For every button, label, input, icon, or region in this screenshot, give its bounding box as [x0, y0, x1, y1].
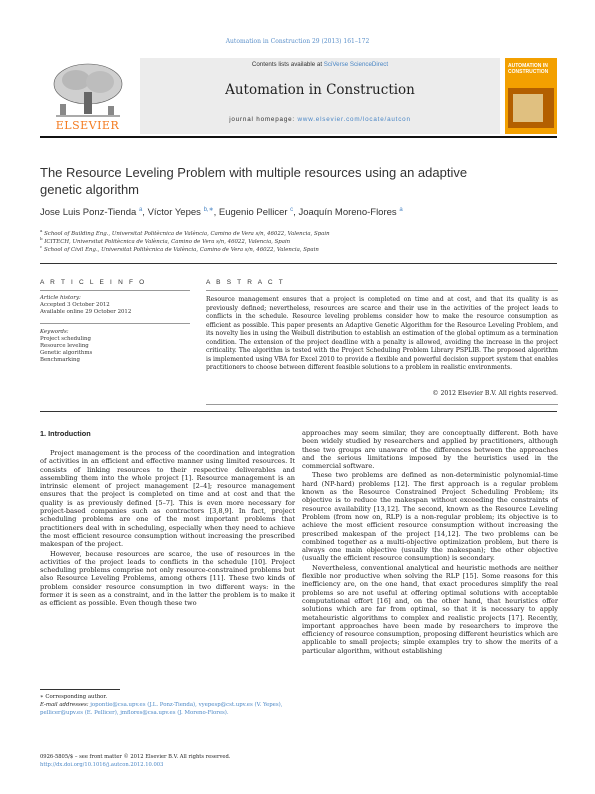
affiliation-text: School of Civil Eng., Universitat Politècnica de València, Camino de Vera s/n, 46022, Valencia, Spain	[43, 246, 319, 253]
author-affiliation-mark[interactable]: a	[399, 207, 403, 213]
accepted-date: Accepted 3 October 2012	[40, 302, 110, 308]
email-label: E-mail addresses:	[40, 701, 91, 708]
homepage-prefix: journal homepage:	[229, 116, 298, 123]
affiliation-text: School of Building Eng., Universitat Politècnica de València, Camino de Vera s/n, 46022, Valencia, Spain	[44, 230, 330, 237]
author-affiliation-mark[interactable]: a	[138, 207, 143, 213]
abstract-copyright: © 2012 Elsevier B.V. All rights reserved.	[432, 390, 558, 397]
body-column-right	[302, 429, 558, 656]
keyword: Resource leveling	[40, 343, 89, 349]
journal-cover[interactable]	[505, 58, 557, 134]
abstract-heading: A B S T R A C T	[206, 279, 285, 286]
tree-icon	[48, 62, 128, 120]
homepage-line	[140, 116, 500, 123]
contents-line	[140, 61, 500, 68]
running-header[interactable]: Automation in Construction 29 (2013) 161–172	[225, 38, 370, 45]
author: Jose Luis Ponz-Tienda	[40, 207, 137, 219]
author-affiliation-mark[interactable]: b,∗	[203, 207, 214, 213]
author: Víctor Yepes	[147, 207, 201, 219]
affiliation-mark: c	[40, 244, 43, 249]
section-divider	[40, 411, 557, 412]
paragraph: Project management is the process of the coordination and integration of activities in an efficient and effective manner using limited resources. It consists of linking resources to their respective deliverables and assembling them into the whole project [1]. Resource management is an intrinsic element of project management [2–4]; resource management ensures that the project is completed on time and at cost and that the quality is as previously defined [5–7]. This is even more necessary for project-based companies such as contractors [3,8,9]. In fact, project scheduling problems are one of the most important problems that practitioners deal with in scheduling, especially when they need to achieve the most efficient resource consumption without increasing the prescribed makespan of the project.	[40, 449, 295, 549]
history-label: Article history:	[40, 295, 81, 301]
sciencedirect-link[interactable]: SciVerse ScienceDirect	[323, 61, 389, 68]
elsevier-logo	[40, 58, 135, 134]
cover-image-inner	[513, 94, 543, 122]
contents-prefix: Contents lists available at	[251, 61, 324, 68]
paragraph: However, because resources are scarce, the use of resources in the activities of the project leads to conflicts in the schedule [10]. Project scheduling problems comprise not only resource-constrained problems but also Resource Leveling Problems, among others [11]. These two kinds of problem consider resource consumption in two different ways: in the former it is seen as a constraint, and in the latter the problem is to make it as efficient as possible. Even though these two	[40, 549, 295, 608]
paragraph: These two problems are defined as non-deterministic polynomial-time hard (NP-hard) problems [12]. The first approach is a regular problem known as the Resource Constrained Project Scheduling Problem; its objective is to reduce the makespan without exceeding the constraints of resource availability [13,12]. The second, known as the Resource Leveling Problem (from now on, RLP) is a non-regular problem; its objective is to achieve the most efficient resource consumption without increasing the prescribed makespan of the project [14,12]. The two problems can be combined together as a multi-objective optimization problem, but there is always one main objective (usually the makespan); the other objective (usually the efficient resource consumption) is secondary.	[302, 471, 558, 563]
article-info-heading: A R T I C L E I N F O	[40, 279, 147, 286]
section-heading: 1. Introduction	[40, 429, 91, 438]
affiliation	[40, 244, 560, 253]
article-title	[40, 164, 520, 198]
paragraph: Nevertheless, conventional analytical and heuristic methods are neither flexible nor productive when solving the RLP [15]. Some reasons for this inefficiency are, on the one hand, that exact procedures simplify the real problems so are not useful at offering optimal solutions with acceptable computational effort [16] and, on the other hand, that heuristics offer solutions which are far from optimal, so that it is necessary to apply metaheuristic algorithms to complex and realistic projects [17]. Recently, important approaches have been made by researchers to improve the efficiency of resource consumption, proposing different heuristics which are applicable to small projects; simple examples try to show the merits of a particular algorithm, without establishing	[302, 563, 558, 655]
journal-header	[40, 58, 557, 138]
issn-line: 0926-5805/$ – see front matter © 2012 Elsevier B.V. All rights reserved.	[40, 754, 231, 760]
author-separator: ,	[293, 207, 299, 219]
cover-title: AUTOMATION IN CONSTRUCTION	[508, 63, 549, 75]
footnote-rule	[40, 689, 120, 690]
doi-link[interactable]: http://dx.doi.org/10.1016/j.autcon.2012.10.003	[40, 761, 164, 768]
body-column-left	[40, 449, 295, 609]
author-list	[40, 206, 560, 218]
author-affiliation-mark[interactable]: c	[290, 207, 294, 213]
keyword: Project scheduling	[40, 336, 91, 342]
footnotes	[40, 694, 295, 717]
article-history	[40, 295, 190, 316]
keywords-block	[40, 329, 190, 364]
abstract-text: Resource management ensures that a project is completed on time and at cost, and that its quality is as previously defined; nevertheless, resources are scarce and their use in the activities of the project leads to conflicts in the schedule. Resource leveling problems consider how to make the resource consumption as efficient as possible. This paper presents an Adaptive Genetic Algorithm for the Resource Leveling Problem, and its novelty lies in using the Weibull distribution to establish an estimation of the global optimum as a termination condition. The extension of the project deadline with a penalty is allowed, avoiding the increase in the project criticality. The algorithm is tested with the Project Scheduling Problem Library PSPLIB. The proposed algorithm is implemented using VBA for Excel 2010 to provide a flexible and powerful decision support system that enables practitioners to choose between different feasible solutions to a problem in realistic environments.	[206, 296, 558, 371]
info-rule	[40, 323, 190, 324]
author-separator: ,	[142, 207, 148, 219]
info-rule	[40, 290, 190, 291]
title-line-1: The Resource Leveling Problem with multiple resources using an adaptive	[40, 165, 468, 180]
abstract-bottom-rule	[206, 404, 558, 405]
section-divider	[40, 263, 557, 264]
keyword: Benchmarking	[40, 357, 80, 363]
abstract-rule	[206, 290, 558, 291]
email-list[interactable]: jopontie@csa.upv.es (J.L. Ponz-Tienda), vyepesp@cst.upv.es (V. Yepes), pellicer@upv.es (E. Pellicer), jmflores@csa.upv.es (J. Moreno-Flores).	[40, 701, 283, 716]
affiliation-text: ICITECH, Universitat Politècnica de València, Camino de Vera s/n, 46022, Valencia, Spain	[44, 238, 291, 245]
footer-meta	[40, 754, 295, 769]
title-line-2: genetic algorithm	[40, 182, 139, 197]
available-date: Available online 29 October 2012	[40, 309, 132, 315]
affiliation-mark: b	[40, 236, 43, 241]
author-separator: ,	[213, 207, 219, 219]
keyword: Genetic algorithms	[40, 350, 93, 356]
journal-banner	[140, 58, 500, 134]
author: Eugenio Pellicer	[218, 207, 288, 219]
homepage-link[interactable]: www.elsevier.com/locate/autcon	[297, 116, 411, 123]
elsevier-wordmark: ELSEVIER	[55, 119, 120, 132]
email-addresses	[40, 702, 295, 718]
journal-title: Automation in Construction	[225, 82, 415, 98]
corresponding-author: ∗ Corresponding author.	[40, 694, 108, 700]
affiliation-mark: a	[40, 228, 43, 233]
author: Joaquín Moreno-Flores	[298, 207, 397, 219]
keywords-label: Keywords:	[40, 329, 69, 335]
paragraph: approaches may seem similar, they are conceptually different. Both have been widely studied by researchers and applied by practitioners, although these two groups are unaware of the differences between the approaches and the serious limitations imposed by the heuristics used in the commercial software.	[302, 429, 558, 471]
